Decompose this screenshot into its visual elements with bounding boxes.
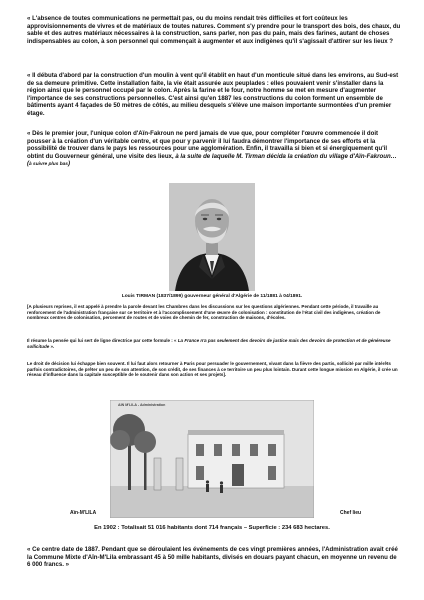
paragraph-first-day-text: « Dès le premier jour, l'unique colon d'Aïn-Fakroun ne perd jamais de vue que, pour compléter l'œuvre commencée il doit pousser à la création d'un véritable centre, et que pour y parvenir il lui faudra démontrer l'importance de ses efforts et la possibilité de trouver dans le pays les ressources pour une agglomération. Enfin, il travailla si bien et si énergiquement qu'il obtint du Gouverneur général, une visite des lieux, xyxy=(27,130,388,160)
biography-paragraph-2-text: Il résume la pensée qui lui sert de ligne directrice par cette formule : « xyxy=(27,338,178,343)
village-label-right: Chef lieu xyxy=(340,510,362,516)
biography-quote: La France n'a pas seulement des devoirs de justice mais des devoirs de protection et de généreuse sollicitude xyxy=(27,338,391,349)
biography-paragraph-1: [A plusieurs reprises, il est appelé à prendre la parole devant les Chambres dans les discussions sur les questions algériennes. Pendant cette période, il travaille au renforcement de l'administration française sur ce territoire et à l'accomplissement d'une œuvre de colonisation : constitution de l'état civil des indigènes, création de nombreux centres de colonisation, percement de routes et de voies de chemin de fer, construction de maisons, d'écoles. xyxy=(27,304,381,321)
biography-paragraph-3: Le droit de décision lui échappe bien souvent. Il lui faut alors retourner à Paris pour persuader le gouvernement, vivant dans la fièvre des partis, sollicité par mille intérêts parfois contradictoires, de prêter un peu de son attention, de son crédit, de ses finances à ce territoire un peu plus lointain. Durant cette longue mission en Algérie, il crée un réseau d'influence dans la capitale susceptible de le soutenir dans son action et ses projets]. xyxy=(27,361,398,378)
paragraph-supplies: « L'absence de toutes communications ne permettait pas, ou du moins rendait très difficiles et fort coûteux les approvisionnements de vivres et de matériaux de toutes natures. Comment s'y prendre pour le transport des bois, des chaux, du sable et des autres matériaux nécessaires à la construction, sans parler, non pas du pain, mais des farines, autant de choses indispensables au colon, à son personnel qui commençait à augmenter et aux indigènes qu'il s'agissait d'attirer sur les lieux ? xyxy=(27,15,401,45)
village-label-left: Aïn-M'LILA xyxy=(70,510,97,516)
paragraph-commune: « Ce centre date de 1887. Pendant que se déroulaient les événements de ces vingt premières années, l'Administration avait créé la Commune Mixte d'Aïn-M'Lila embrassant 45 à 50 mille habitants, divisés en douars payant chacun, en moyenne un revenu de 6 000 francs. » xyxy=(27,546,398,569)
tirman-portrait-photo xyxy=(169,183,255,291)
to-be-continued-note: à suivre plus bas xyxy=(29,162,68,168)
paragraph-first-day-close: ) xyxy=(67,160,70,168)
biography-paragraph-2 xyxy=(27,338,401,349)
paragraph-windmill: « Il débuta d'abord par la construction d'un moulin à vent qu'il établit en haut d'un monticule situé dans les environs, au Sud-est de sa demeure primitive. Cette installation faite, la vie était assurée aux peuplades : elles pouvaient venir s'installer dans la région ainsi que le personnel occupé par le colon. Après la farine et le four, notre homme se met en mesure d'augmenter l'importance de ses constructions personnelles. C'est ainsi qu'en 1887 les constructions du colon forment un ensemble de bâtiments ayant 4 façades de 50 mètres de côtés, au milieu desquels s'élève une maison importante surmontées d'un premier étage. xyxy=(27,72,399,117)
village-photo-inscription: AIN M'LILA - Administration xyxy=(118,403,166,407)
paragraph-first-day xyxy=(27,130,401,169)
population-statistic: En 1902 : Totalisait 51 016 habitants dont 714 français – Superficie : 234 683 hectares. xyxy=(94,525,330,531)
ain-mlila-village-photo xyxy=(110,400,314,518)
portrait-caption: Louis TIRMAN (1837/1899) gouverneur général d'Algérie de 11/1881 à 04/1891. xyxy=(121,294,303,299)
biography-paragraph-2-close: ». xyxy=(49,343,55,349)
paragraph-first-day-italic: à la suite de laquelle M. Tirman décida la création du village d'Aïn-Fakroun…( xyxy=(27,152,397,168)
